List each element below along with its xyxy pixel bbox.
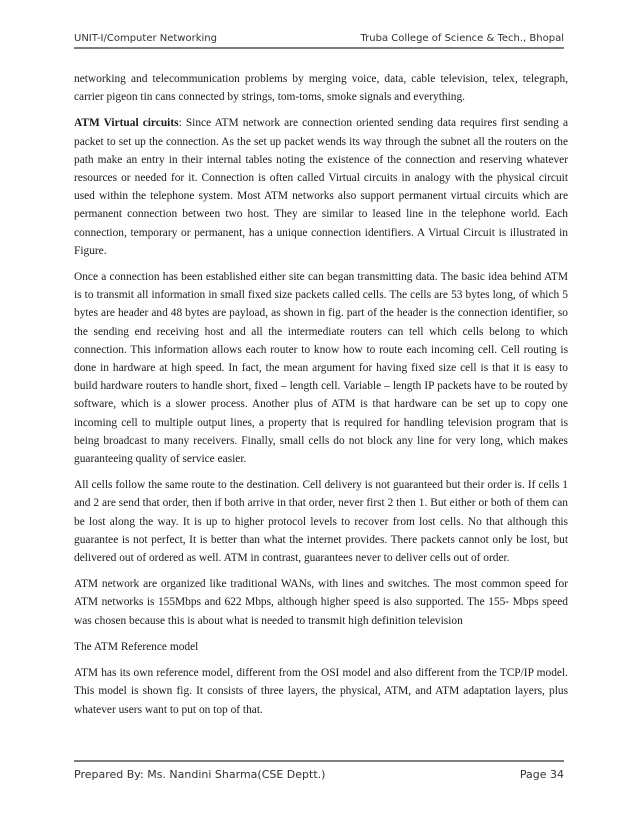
paragraph-virtual-circuits-text: : Since ATM network are connection oriented sending data requires first sending a packet to set up the connection. As the set up packet wends its way through the subnet all the routers on the path make an entry in their internal tables noting the existence of the connection and reserving whatever resources or needed for it. Connection is often called Virtual circuits in analogy with the physical circuit used within the telephone system. Most ATM networks also support permanent virtual circuits which are permanent connection between two host. They are similar to leased line in the telephone world. Each connection, temporary or permanent, has a unique connection identifiers. A Virtual Circuit is illustrated in Figure. — [74, 117, 568, 257]
paragraph-atm-speed: ATM network are organized like traditional WANs, with lines and switches. The most common speed for ATM networks is 155Mbps and 622 Mbps, although higher speed is also supported. The 155- Mbps speed was chosen because this is about what is needed to transmit high definition television — [74, 578, 568, 627]
page-header — [74, 24, 564, 44]
footer-page-number: Page 34 — [519, 767, 564, 781]
document-body — [74, 70, 568, 727]
paragraph-reference-model: ATM has its own reference model, different from the OSI model and also different from the TCP/IP model. This model is shown fig. It consists of three layers, the physical, ATM, and ATM adaptation layers, plus whatever users want to put on top of that. — [74, 667, 568, 716]
header-college-name: Truba College of Science & Tech., Bhopal — [360, 33, 564, 44]
paragraph-cell-order: All cells follow the same route to the destination. Cell delivery is not guaranteed but their order is. If cells 1 and 2 are send that order, then if both arrive in that order, never first 2 then 1. But either or both of them can be lost along the way. It is up to higher protocol levels to recover from lost cells. No that although this guarantee is not perfect, It is better than what the internet provides. There packets cannot only be lost, but delivered out of ordered as well. ATM in contrast, guarantees never to deliver cells out of order. — [74, 479, 568, 565]
section-heading-reference-model: The ATM Reference model — [74, 640, 199, 653]
header-divider — [74, 47, 564, 49]
term-atm-virtual-circuits: ATM Virtual circuits — [74, 117, 179, 130]
paragraph-virtual-circuits — [74, 114, 568, 260]
paragraph-intro-continuation: networking and telecommunication problems by merging voice, data, cable television, telex, telegraph, carrier pigeon tin cans connected by strings, tom-toms, smoke signals and everything. — [74, 73, 568, 104]
footer-divider — [74, 760, 564, 762]
page-footer — [74, 765, 564, 783]
header-course-title: UNIT-I/Computer Networking — [74, 33, 217, 44]
footer-author: Prepared By: Ms. Nandini Sharma(CSE Deptt.) — [74, 767, 326, 781]
paragraph-cells: Once a connection has been established either site can began transmitting data. The basic idea behind ATM is to transmit all information in small fixed size packets called cells. The cells are 53 bytes long, of which 5 bytes are header and 48 bytes are payload, as shown in fig. part of the header is the connection identifier, so the sending end receiving host and all the intermediate routers can tell which cells belong to which connection. This information allows each router to know how to route each incoming cell. Cell routing is done in hardware at high speed. In fact, the mean argument for having fixed size cell is that it is easy to build hardware routers to handle short, fixed – length cell. Variable – length IP packets have to be routed by software, which is a slower process. Another plus of ATM is that hardware can be set up to copy one incoming cell to multiple output lines, a property that is required for handling television program that is being broadcast to many receivers. Finally, small cells do not block any line for very long, which makes guaranteeing quality of service easier. — [74, 271, 568, 466]
